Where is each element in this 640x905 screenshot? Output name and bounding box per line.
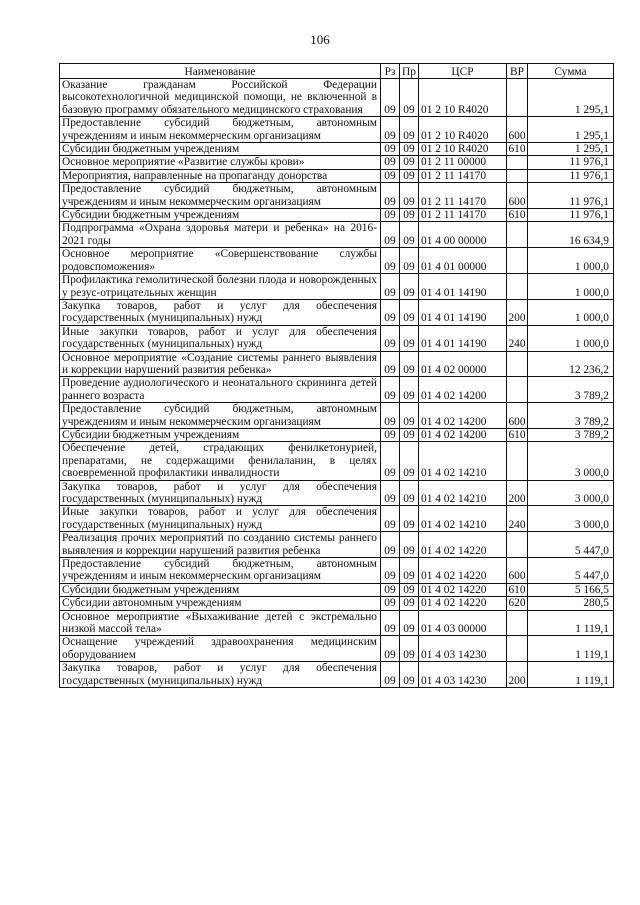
row-sum: 280,5 bbox=[528, 597, 614, 610]
row-csr: 01 4 03 14230 bbox=[419, 636, 507, 662]
row-rz: 09 bbox=[381, 248, 400, 274]
row-name: Закупка товаров, работ и услуг для обеспечения государственных (муниципальных) нужд bbox=[60, 480, 381, 506]
row-pr: 09 bbox=[400, 351, 419, 377]
row-pr: 09 bbox=[400, 662, 419, 688]
row-csr: 01 4 02 14210 bbox=[419, 442, 507, 480]
header-pr: Пр bbox=[400, 64, 419, 79]
row-pr: 09 bbox=[400, 583, 419, 596]
row-vr bbox=[507, 222, 528, 248]
page-number: 106 bbox=[310, 32, 330, 47]
row-csr: 01 4 02 14210 bbox=[419, 506, 507, 532]
row-name: Основное мероприятие «Создание системы раннего выявления и коррекции нарушений развития ребенка» bbox=[60, 351, 381, 377]
row-name: Закупка товаров, работ и услуг для обеспечения государственных (муниципальных) нужд bbox=[60, 299, 381, 325]
row-sum: 1 119,1 bbox=[528, 610, 614, 636]
row-sum: 12 236,2 bbox=[528, 351, 614, 377]
row-sum: 11 976,1 bbox=[528, 183, 614, 209]
row-vr bbox=[507, 351, 528, 377]
row-csr: 01 2 10 R4020 bbox=[419, 79, 507, 117]
row-vr: 200 bbox=[507, 299, 528, 325]
row-rz: 09 bbox=[381, 532, 400, 558]
row-rz: 09 bbox=[381, 299, 400, 325]
row-vr: 200 bbox=[507, 662, 528, 688]
row-vr bbox=[507, 532, 528, 558]
row-csr: 01 4 02 14220 bbox=[419, 597, 507, 610]
row-pr: 09 bbox=[400, 183, 419, 209]
row-csr: 01 2 11 00000 bbox=[419, 156, 507, 169]
table-row bbox=[60, 480, 614, 506]
row-sum: 1 000,0 bbox=[528, 248, 614, 274]
row-vr bbox=[507, 169, 528, 182]
row-sum: 3 000,0 bbox=[528, 506, 614, 532]
row-pr: 09 bbox=[400, 428, 419, 441]
row-csr: 01 4 02 14220 bbox=[419, 532, 507, 558]
row-sum: 16 634,9 bbox=[528, 222, 614, 248]
row-pr: 09 bbox=[400, 248, 419, 274]
row-csr: 01 4 01 00000 bbox=[419, 248, 507, 274]
row-sum: 5 447,0 bbox=[528, 558, 614, 584]
row-pr: 09 bbox=[400, 532, 419, 558]
row-sum: 1 000,0 bbox=[528, 325, 614, 351]
table-row bbox=[60, 377, 614, 403]
row-rz: 09 bbox=[381, 156, 400, 169]
row-sum: 5 447,0 bbox=[528, 532, 614, 558]
row-rz: 09 bbox=[381, 558, 400, 584]
row-vr: 600 bbox=[507, 183, 528, 209]
row-rz: 09 bbox=[381, 442, 400, 480]
row-pr: 09 bbox=[400, 117, 419, 143]
row-vr: 610 bbox=[508, 209, 526, 222]
row-csr: 01 4 03 00000 bbox=[419, 610, 507, 636]
table-row bbox=[60, 209, 614, 222]
row-name: Проведение аудиологического и неонатального скрининга детей раннего возраста bbox=[60, 377, 381, 403]
row-sum: 3 789,2 bbox=[528, 403, 614, 429]
row-rz: 09 bbox=[381, 222, 400, 248]
row-vr bbox=[507, 274, 528, 300]
row-vr: 620 bbox=[508, 597, 526, 610]
table-row bbox=[60, 274, 614, 300]
row-csr: 01 2 10 R4020 bbox=[419, 117, 507, 143]
row-csr: 01 2 11 14170 bbox=[419, 183, 507, 209]
row-rz: 09 bbox=[381, 169, 400, 182]
row-name: Предоставление субсидий бюджетным, автономным учреждениям и иным некоммерческим организациям bbox=[60, 183, 381, 209]
row-sum: 1 295,1 bbox=[528, 143, 614, 156]
header-csr: ЦСР bbox=[419, 64, 507, 79]
row-rz: 09 bbox=[381, 274, 400, 300]
row-name: Иные закупки товаров, работ и услуг для обеспечения государственных (муниципальных) нужд bbox=[60, 325, 381, 351]
row-csr: 01 4 01 14190 bbox=[419, 325, 507, 351]
row-csr: 01 4 02 14220 bbox=[419, 583, 507, 596]
row-rz: 09 bbox=[381, 325, 400, 351]
row-csr: 01 4 02 14210 bbox=[419, 480, 507, 506]
row-pr: 09 bbox=[400, 636, 419, 662]
row-sum: 3 000,0 bbox=[528, 480, 614, 506]
table-row bbox=[60, 183, 614, 209]
row-vr: 600 bbox=[507, 558, 528, 584]
row-rz: 09 bbox=[381, 209, 400, 222]
row-name: Реализация прочих мероприятий по созданию системы раннего выявления и коррекции нарушений развития ребенка bbox=[60, 532, 381, 558]
row-name: Предоставление субсидий бюджетным, автономным учреждениям и иным некоммерческим организациям bbox=[60, 117, 381, 143]
row-pr: 09 bbox=[400, 222, 419, 248]
row-csr: 01 4 02 14200 bbox=[419, 377, 507, 403]
row-vr bbox=[507, 610, 528, 636]
row-pr: 09 bbox=[400, 169, 419, 182]
row-sum: 1 000,0 bbox=[528, 274, 614, 300]
table-row bbox=[60, 79, 614, 117]
row-pr: 09 bbox=[400, 274, 419, 300]
table-row bbox=[60, 248, 614, 274]
table-row bbox=[60, 558, 614, 584]
row-sum: 1 119,1 bbox=[528, 636, 614, 662]
row-name: Профилактика гемолитической болезни плода и новорожденных у резус-отрицательных женщин bbox=[60, 274, 381, 300]
row-pr: 09 bbox=[400, 597, 419, 610]
row-name: Основное мероприятие «Развитие службы крови» bbox=[60, 156, 381, 169]
table-row bbox=[60, 532, 614, 558]
row-csr: 01 4 02 14220 bbox=[419, 558, 507, 584]
row-rz: 09 bbox=[381, 597, 400, 610]
table-row bbox=[60, 403, 614, 429]
row-rz: 09 bbox=[381, 79, 400, 117]
row-vr bbox=[507, 156, 528, 169]
row-rz: 09 bbox=[381, 117, 400, 143]
row-pr: 09 bbox=[400, 506, 419, 532]
row-sum: 11 976,1 bbox=[528, 156, 614, 169]
row-pr: 09 bbox=[400, 610, 419, 636]
budget-table bbox=[59, 63, 614, 688]
row-name: Основное мероприятие «Выхаживание детей с экстремально низкой массой тела» bbox=[60, 610, 381, 636]
row-csr: 01 4 01 14190 bbox=[419, 299, 507, 325]
row-rz: 09 bbox=[381, 428, 400, 441]
row-name: Подпрограмма «Охрана здоровья матери и ребенка» на 2016-2021 годы bbox=[60, 222, 381, 248]
row-pr: 09 bbox=[400, 209, 419, 222]
row-pr: 09 bbox=[400, 442, 419, 480]
row-name: Субсидии автономным учреждениям bbox=[60, 597, 381, 610]
row-name: Иные закупки товаров, работ и услуг для обеспечения государственных (муниципальных) нужд bbox=[60, 506, 381, 532]
row-name: Оказание гражданам Российской Федерации высокотехнологичной медицинской помощи, не включенной в базовую программу обязательного медицинского страхования bbox=[60, 79, 381, 117]
row-name: Предоставление субсидий бюджетным, автономным учреждениям и иным некоммерческим организациям bbox=[60, 558, 381, 584]
table-row bbox=[60, 506, 614, 532]
row-sum: 3 000,0 bbox=[528, 442, 614, 480]
row-csr: 01 4 02 00000 bbox=[419, 351, 507, 377]
row-sum: 1 295,1 bbox=[528, 79, 614, 117]
row-csr: 01 4 03 14230 bbox=[419, 662, 507, 688]
row-rz: 09 bbox=[381, 636, 400, 662]
row-vr: 610 bbox=[508, 583, 526, 596]
row-name: Основное мероприятие «Совершенствование службы родовспоможения» bbox=[60, 248, 381, 274]
row-vr bbox=[507, 79, 528, 117]
row-rz: 09 bbox=[381, 143, 400, 156]
header-vr: ВР bbox=[507, 64, 528, 79]
row-pr: 09 bbox=[400, 480, 419, 506]
row-vr bbox=[507, 636, 528, 662]
row-name: Субсидии бюджетным учреждениям bbox=[60, 583, 381, 596]
table-row bbox=[60, 428, 614, 441]
row-rz: 09 bbox=[381, 583, 400, 596]
row-pr: 09 bbox=[400, 403, 419, 429]
row-vr bbox=[507, 377, 528, 403]
table-body bbox=[60, 79, 614, 688]
row-name: Субсидии бюджетным учреждениям bbox=[60, 428, 381, 441]
row-vr: 610 bbox=[508, 143, 526, 156]
table-row bbox=[60, 299, 614, 325]
row-pr: 09 bbox=[400, 377, 419, 403]
table-row bbox=[60, 156, 614, 169]
table-row bbox=[60, 636, 614, 662]
row-pr: 09 bbox=[400, 299, 419, 325]
row-csr: 01 2 10 R4020 bbox=[419, 143, 507, 156]
row-vr: 600 bbox=[507, 403, 528, 429]
row-name: Закупка товаров, работ и услуг для обеспечения государственных (муниципальных) нужд bbox=[60, 662, 381, 688]
row-pr: 09 bbox=[400, 156, 419, 169]
row-sum: 1 000,0 bbox=[528, 299, 614, 325]
row-vr: 200 bbox=[507, 480, 528, 506]
row-sum: 11 976,1 bbox=[528, 209, 614, 222]
row-rz: 09 bbox=[381, 506, 400, 532]
row-csr: 01 4 00 00000 bbox=[419, 222, 507, 248]
row-name: Субсидии бюджетным учреждениям bbox=[60, 143, 381, 156]
table-row bbox=[60, 597, 614, 610]
row-csr: 01 2 11 14170 bbox=[419, 169, 507, 182]
row-sum: 3 789,2 bbox=[528, 377, 614, 403]
row-vr: 600 bbox=[507, 117, 528, 143]
row-pr: 09 bbox=[400, 558, 419, 584]
table-row bbox=[60, 117, 614, 143]
row-sum: 1 295,1 bbox=[528, 117, 614, 143]
row-rz: 09 bbox=[381, 351, 400, 377]
table-row bbox=[60, 583, 614, 596]
row-pr: 09 bbox=[400, 325, 419, 351]
table-row bbox=[60, 662, 614, 688]
row-name: Мероприятия, направленные на пропаганду донорства bbox=[60, 169, 381, 182]
table-row bbox=[60, 222, 614, 248]
table-row bbox=[60, 442, 614, 480]
row-vr bbox=[507, 248, 528, 274]
header-name: Наименование bbox=[60, 64, 381, 79]
table-row bbox=[60, 610, 614, 636]
row-csr: 01 2 11 14170 bbox=[419, 209, 507, 222]
table-row bbox=[60, 325, 614, 351]
row-vr bbox=[507, 442, 528, 480]
row-csr: 01 4 01 14190 bbox=[419, 274, 507, 300]
header-sum: Сумма bbox=[528, 64, 614, 79]
row-rz: 09 bbox=[381, 610, 400, 636]
row-rz: 09 bbox=[381, 662, 400, 688]
row-sum: 5 166,5 bbox=[528, 583, 614, 596]
table-row bbox=[60, 169, 614, 182]
row-sum: 1 119,1 bbox=[528, 662, 614, 688]
row-vr: 610 bbox=[508, 428, 526, 441]
row-rz: 09 bbox=[381, 183, 400, 209]
row-csr: 01 4 02 14200 bbox=[419, 403, 507, 429]
table-header-row bbox=[60, 64, 614, 79]
row-name: Предоставление субсидий бюджетным, автономным учреждениям и иным некоммерческим организациям bbox=[60, 403, 381, 429]
row-sum: 3 789,2 bbox=[528, 428, 614, 441]
row-pr: 09 bbox=[400, 79, 419, 117]
row-pr: 09 bbox=[400, 143, 419, 156]
row-vr: 240 bbox=[507, 506, 528, 532]
row-name: Оснащение учреждений здравоохранения медицинским оборудованием bbox=[60, 636, 381, 662]
row-vr: 240 bbox=[507, 325, 528, 351]
header-rz: Рз bbox=[381, 64, 400, 79]
row-rz: 09 bbox=[381, 480, 400, 506]
row-name: Обеспечение детей, страдающих фенилкетонурией, препаратами, не содержащими фенилаланин, в целях своевременной профилактики инвалидности bbox=[60, 442, 381, 480]
row-name: Субсидии бюджетным учреждениям bbox=[60, 209, 381, 222]
row-csr: 01 4 02 14200 bbox=[419, 428, 507, 441]
row-sum: 11 976,1 bbox=[528, 169, 614, 182]
table-row bbox=[60, 143, 614, 156]
table-row bbox=[60, 351, 614, 377]
row-rz: 09 bbox=[381, 403, 400, 429]
row-rz: 09 bbox=[381, 377, 400, 403]
